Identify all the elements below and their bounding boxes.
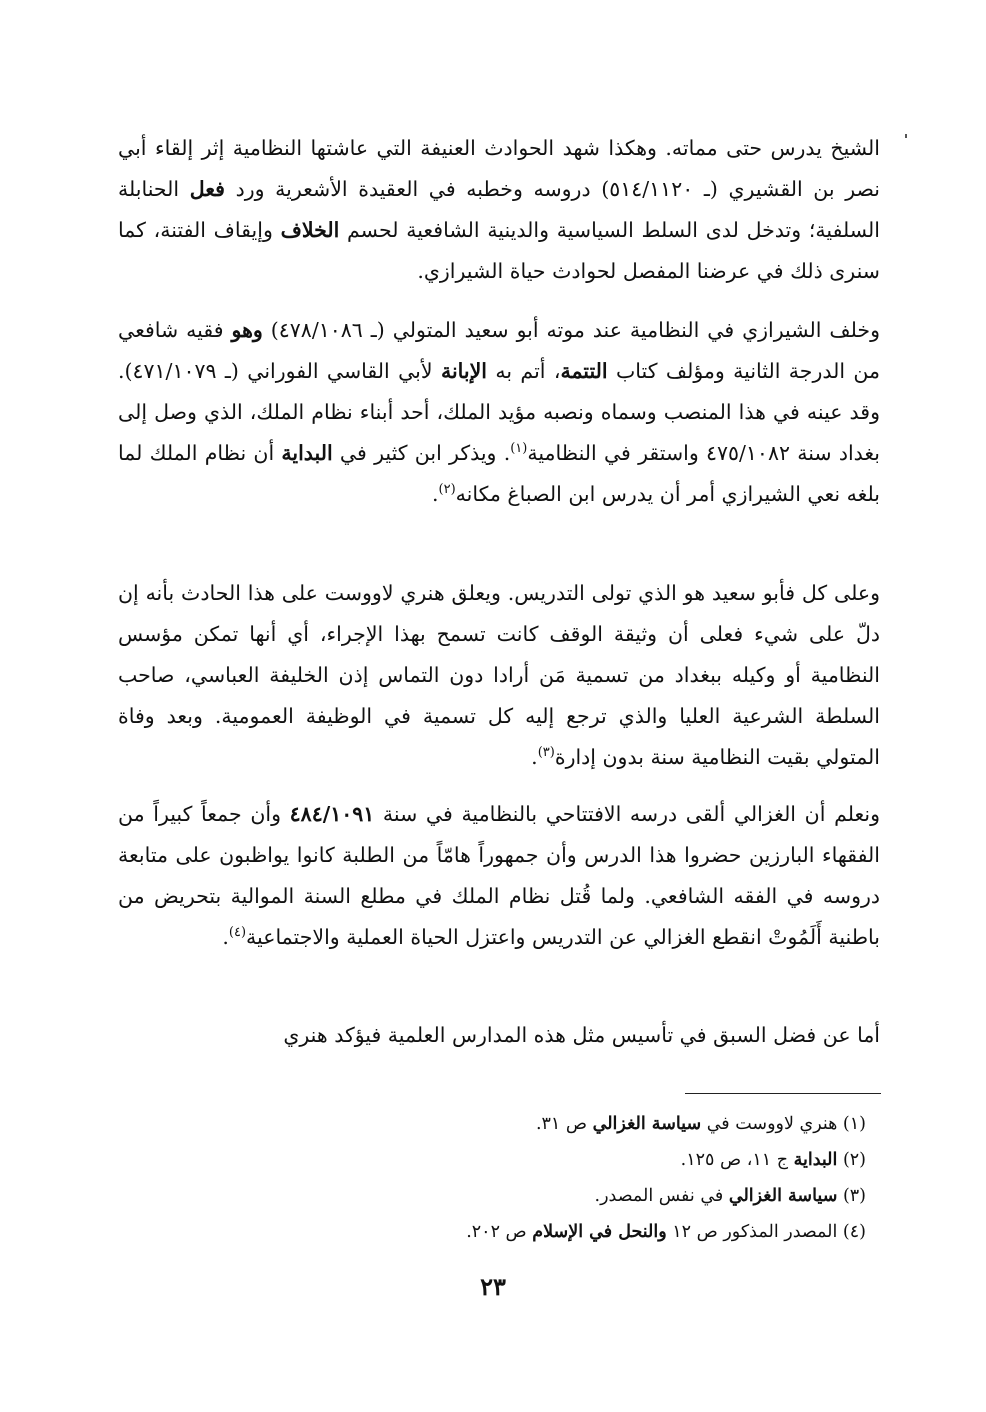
bold-text: ٤٨٤/١٠٩١ [289, 802, 375, 826]
text-run: . ويذكر ابن كثير في [332, 441, 511, 465]
text-run: ص ٢٠٢. [466, 1222, 533, 1242]
footnote [300, 1106, 866, 1142]
body-paragraph [118, 128, 880, 292]
footnote-reference: (٢) [438, 482, 456, 498]
bold-text: والنحل في الإسلام [532, 1222, 667, 1242]
text-run: (١) هنري لاووست في [701, 1114, 866, 1134]
bold-text: البداية [793, 1150, 838, 1170]
text-run: ج ١١، ص ١٢٥. [680, 1150, 794, 1170]
text-run: أما عن فضل السبق في تأسيس مثل هذه المدارس العلمية فيؤكد هنري [283, 1023, 880, 1047]
bold-text: وهو [231, 318, 263, 342]
body-paragraph [118, 310, 880, 515]
text-run: في نفس المصدر. [594, 1186, 729, 1206]
text-run: . [222, 925, 229, 949]
body-paragraph [118, 794, 880, 958]
text-run: ، أتم به [487, 359, 561, 383]
text-run: لأبي القاسي الفوراني (ـ ٤٧١/١٠٧٩). وقد عينه في هذا المنصب وسماه ونصبه مؤيد الملك، أحد أبناء نظام الملك، الذي وصل إلى بغداد سنة ٤٧٥/١٠٨٢ واستقر في النظامية [118, 359, 880, 465]
footnote [300, 1142, 866, 1178]
bold-text: الخلاف [280, 218, 340, 242]
bold-text: فعل [189, 177, 225, 201]
text-run: . [531, 745, 538, 769]
body-paragraph [118, 1015, 880, 1056]
bold-text: التتمة [560, 359, 608, 383]
text-run: وعلى كل فأبو سعيد هو الذي تولى التدريس. ويعلق هنري لاووست على هذا الحادث بأنه إن دلّ على شيء فعلى أن وثيقة الوقف كانت تسمح بهذا الإجراء، أي أنها تمكن مؤسس النظامية أو وكيله ببغداد من تسمية مَن أرادا دون التماس إذن الخليفة العباسي، صاحب السلطة الشرعية العليا والذي ترجع إليه كل تسمية في الوظيفة العمومية. وبعد وفاة المتولي بقيت النظامية سنة بدون إدارة [118, 581, 880, 769]
text-run: ص ٣١. [535, 1114, 593, 1134]
text-run: وخلف الشيرازي في النظامية عند موته أبو سعيد المتولي (ـ ٤٧٨/١٠٨٦) [262, 318, 881, 342]
footnote-reference: (٣) [537, 745, 555, 761]
footnotes-section [300, 1106, 866, 1250]
page-number: ٢٣ [480, 1272, 506, 1301]
bold-text: سياسة الغزالي [592, 1114, 702, 1134]
text-run: الحنابلة السلفية؛ وتدخل لدى السلط السياسية والدينية الشافعية لحسم [118, 177, 880, 242]
bold-text: البداية [281, 441, 333, 465]
footnote [300, 1214, 866, 1250]
text-run: (٤) المصدر المذكور ص ١٢ [666, 1222, 866, 1242]
text-run: وإيقاف الفتنة، كما سنرى ذلك في عرضنا المفصل لحوادث حياة الشيرازي. [118, 218, 880, 283]
body-paragraph [118, 573, 880, 778]
footnote-reference: (٤) [228, 925, 247, 941]
text-run: فقيه شافعي من الدرجة الثانية ومؤلف كتاب [118, 318, 881, 383]
footnote-separator [685, 1093, 881, 1094]
text-run: الشيخ يدرس حتى مماته. وهكذا شهد الحوادث العنيفة التي عاشتها النظامية إثر إلقاء أبي نصر بن القشيري (ـ ٥١٤/١١٢٠) دروسه وخطبه في العقيدة الأشعرية ورد [118, 136, 881, 201]
text-run: أن نظام الملك لما بلغه نعي الشيرازي أمر أن يدرس ابن الصباغ مكانه [118, 441, 880, 506]
text-run: ونعلم أن الغزالي ألقى درسه الافتتاحي بالنظامية في سنة [374, 802, 880, 826]
bold-text: سياسة الغزالي [728, 1186, 838, 1206]
bold-text: الإبانة [440, 359, 487, 383]
text-run: وأن جمعاً كبيراً من الفقهاء البارزين حضروا هذا الدرس وأن جمهوراً هامّاً من الطلبة كانوا يواظبون على متابعة دروسه في الفقه الشافعي. ولما قُتل نظام الملك في مطلع السنة الموالية بتحريض من باطنية أَلَمُوتْ انقطع الغزالي عن التدريس واعتزل الحياة العملية والاجتماعية [118, 802, 880, 949]
footnote [300, 1178, 866, 1214]
text-run: (٢) [837, 1150, 866, 1170]
footnote-reference: (١) [510, 441, 528, 457]
text-run: . [432, 482, 439, 506]
scan-speck [905, 134, 907, 138]
text-run: (٣) [837, 1186, 866, 1206]
